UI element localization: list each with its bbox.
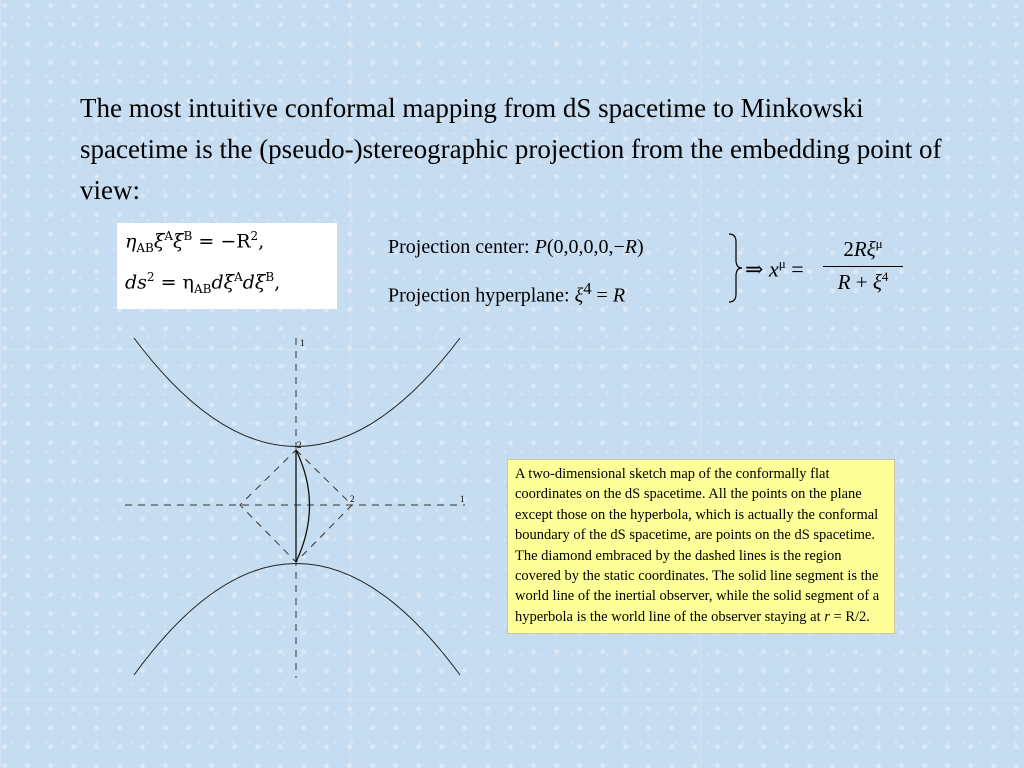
label-top: 1 <box>300 338 305 348</box>
lower-hyperbola <box>134 564 460 676</box>
label-center: 2 <box>350 494 355 504</box>
mapping-result: ⇒ $x^\mu$ = <box>745 256 804 282</box>
static-observer-worldline <box>296 450 310 562</box>
hyperboloid-equation: $\eta_{AB}\xi^A\xi^B = -R^2$, <box>125 229 265 256</box>
projection-hyperplane: Projection hyperplane: $\xi^4 = R$ <box>388 279 626 307</box>
fraction-bar <box>823 266 903 267</box>
label-upper-vertex: 2 <box>297 440 302 450</box>
conformal-diagram <box>120 330 480 680</box>
upper-hyperbola <box>134 338 460 447</box>
mapping-fraction <box>823 236 903 295</box>
fraction-numerator: $2R\xi^\mu$ <box>843 236 883 261</box>
diagram-caption: A two-dimensional sketch map of the conformally flat coordinates on the dS spacetime. All the points on the plane except those on the hyperbola, which is actually the conformal boundary of the dS spacetime, are points on the dS spacetime. The diamond embraced by the dashed lines is the region covered by the static coordinates. The solid line segment is the world line of the inertial observer, while the solid segment of a hyperbola is the world line of the observer staying at r = R/2. <box>507 459 895 634</box>
embedding-equations <box>117 223 337 309</box>
intro-text: The most intuitive conformal mapping from dS spacetime to Minkowski spacetime is the (pseudo-)stereographic projection from the embedding point of view: <box>80 93 942 205</box>
projection-center: Projection center: P(0,0,0,0,−R) <box>388 236 644 258</box>
label-right: 1 <box>460 494 465 504</box>
line-element-equation: $ds^2 = \eta_{AB}d\xi^Ad\xi^B$, <box>125 270 281 297</box>
right-brace <box>727 232 743 304</box>
fraction-denominator: $R + \xi^4$ <box>837 269 889 294</box>
